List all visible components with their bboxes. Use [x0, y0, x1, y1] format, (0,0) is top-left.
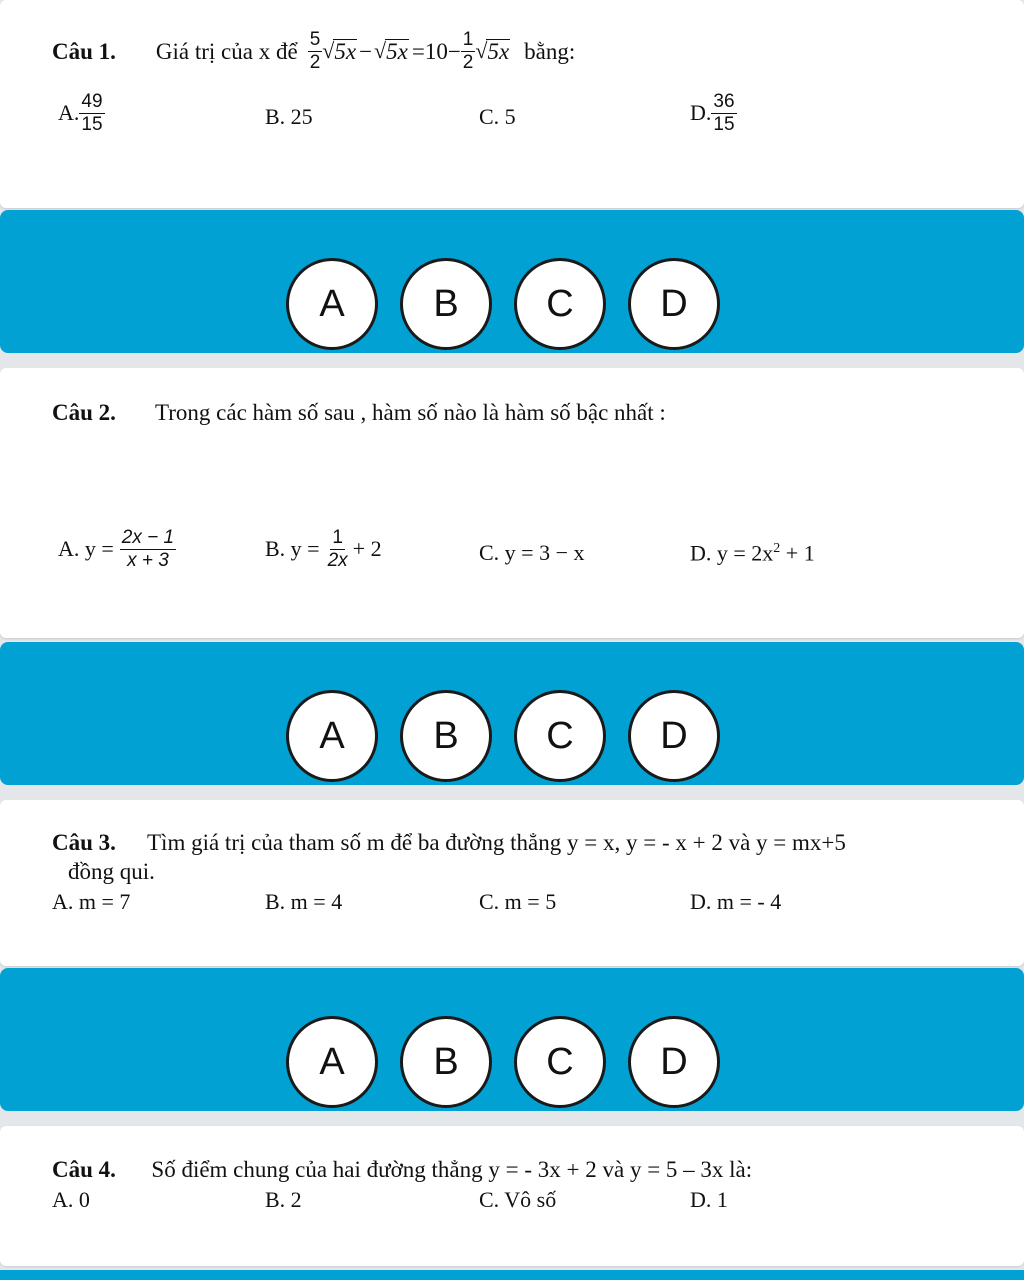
question-4-card [0, 1126, 1024, 1266]
question-4-label: Câu 4. [52, 1157, 116, 1182]
question-2-card [0, 368, 1024, 638]
q2-option-b: B. y = $\frac{1}{2x}$ + 2 [265, 527, 382, 571]
eq-radical-1: 5x [334, 39, 357, 65]
next-answer-band-edge [0, 1270, 1024, 1280]
q2-option-a-fraction: $\frac{2x - 1}{x + 3}$ [121, 527, 175, 571]
q4-option-c: C. Vô số [479, 1187, 557, 1212]
q3-option-d: D. m = - 4 [690, 889, 782, 914]
eq-radical-3: 5x [487, 39, 510, 65]
answer-2-a-button[interactable]: A [286, 690, 378, 782]
question-1-line: Câu 1. Giá trị của x để $\frac{5}{2}$ √ 5x − √ 5x =10− $\frac{1}{2}$ √ 5x bằng: [52, 29, 576, 73]
eq-radical-2: 5x [386, 39, 408, 65]
q1-option-d-fraction: $\frac{36}{15}$ [713, 91, 735, 135]
answer-3-a-button[interactable]: A [286, 1016, 378, 1108]
eq-fraction-2: $\frac{1}{2}$ [462, 29, 474, 73]
question-2-line [52, 401, 666, 424]
question-1-text: Giá trị của x để [155, 38, 298, 64]
q1-option-b: B. 25 [265, 104, 313, 129]
answer-1-b-button[interactable]: B [400, 258, 492, 350]
answer-3-d-button[interactable]: D [628, 1016, 720, 1108]
q2-option-b-fraction: $\frac{1}{2x}$ [327, 527, 348, 571]
question-3-card [0, 800, 1024, 966]
q2-option-a: A. y = $\frac{2x - 1}{x + 3}$ [58, 527, 175, 571]
question-2-text: Trong các hàm số sau , hàm số nào là hàm số bậc nhất : [155, 400, 666, 425]
answer-band-2 [0, 642, 1024, 785]
q4-option-a: A. 0 [52, 1187, 90, 1212]
q2-option-d: D. $y = 2x^2 + 1$ [690, 540, 815, 566]
answer-2-c-button[interactable]: C [514, 690, 606, 782]
answer-band-3 [0, 968, 1024, 1111]
question-3-text: Tìm giá trị của tham số m để ba đường thẳng y = x, y = - x + 2 và y = mx+5 [147, 830, 846, 855]
q3-option-c: C. m = 5 [479, 889, 557, 914]
question-2-label: Câu 2. [52, 400, 116, 425]
question-3-text-2: đồng qui. [68, 859, 155, 884]
q4-option-b: B. 2 [265, 1187, 302, 1212]
q2-option-c: C. y = 3 − x [479, 540, 585, 565]
eq-fraction-1: $\frac{5}{2}$ [309, 29, 321, 73]
eq-equals: =10− [411, 38, 461, 64]
q3-option-a: A. m = 7 [52, 889, 131, 914]
answer-band-1 [0, 210, 1024, 353]
question-3-line [52, 831, 846, 854]
question-4-line [52, 1158, 752, 1181]
answer-3-b-button[interactable]: B [400, 1016, 492, 1108]
question-1-label: Câu 1. [52, 38, 116, 64]
q1-option-d: D. $\frac{36}{15}$ [690, 91, 735, 135]
q1-option-a: A. $\frac{49}{15}$ [58, 91, 103, 135]
question-3-label: Câu 3. [52, 830, 116, 855]
q1-option-a-fraction: $\frac{49}{15}$ [81, 91, 103, 135]
answer-2-b-button[interactable]: B [400, 690, 492, 782]
answer-2-d-button[interactable]: D [628, 690, 720, 782]
answer-1-a-button[interactable]: A [286, 258, 378, 350]
eq-minus: − [359, 38, 373, 64]
answer-3-c-button[interactable]: C [514, 1016, 606, 1108]
q1-option-c: C. 5 [479, 104, 516, 129]
answer-1-d-button[interactable]: D [628, 258, 720, 350]
question-1-suffix: bằng: [524, 38, 576, 64]
answer-1-c-button[interactable]: C [514, 258, 606, 350]
q3-option-b: B. m = 4 [265, 889, 343, 914]
question-1-card [0, 0, 1024, 208]
q4-option-d: D. 1 [690, 1187, 728, 1212]
question-4-text: Số điểm chung của hai đường thẳng y = - 3x + 2 và y = 5 – 3x là: [151, 1157, 753, 1182]
